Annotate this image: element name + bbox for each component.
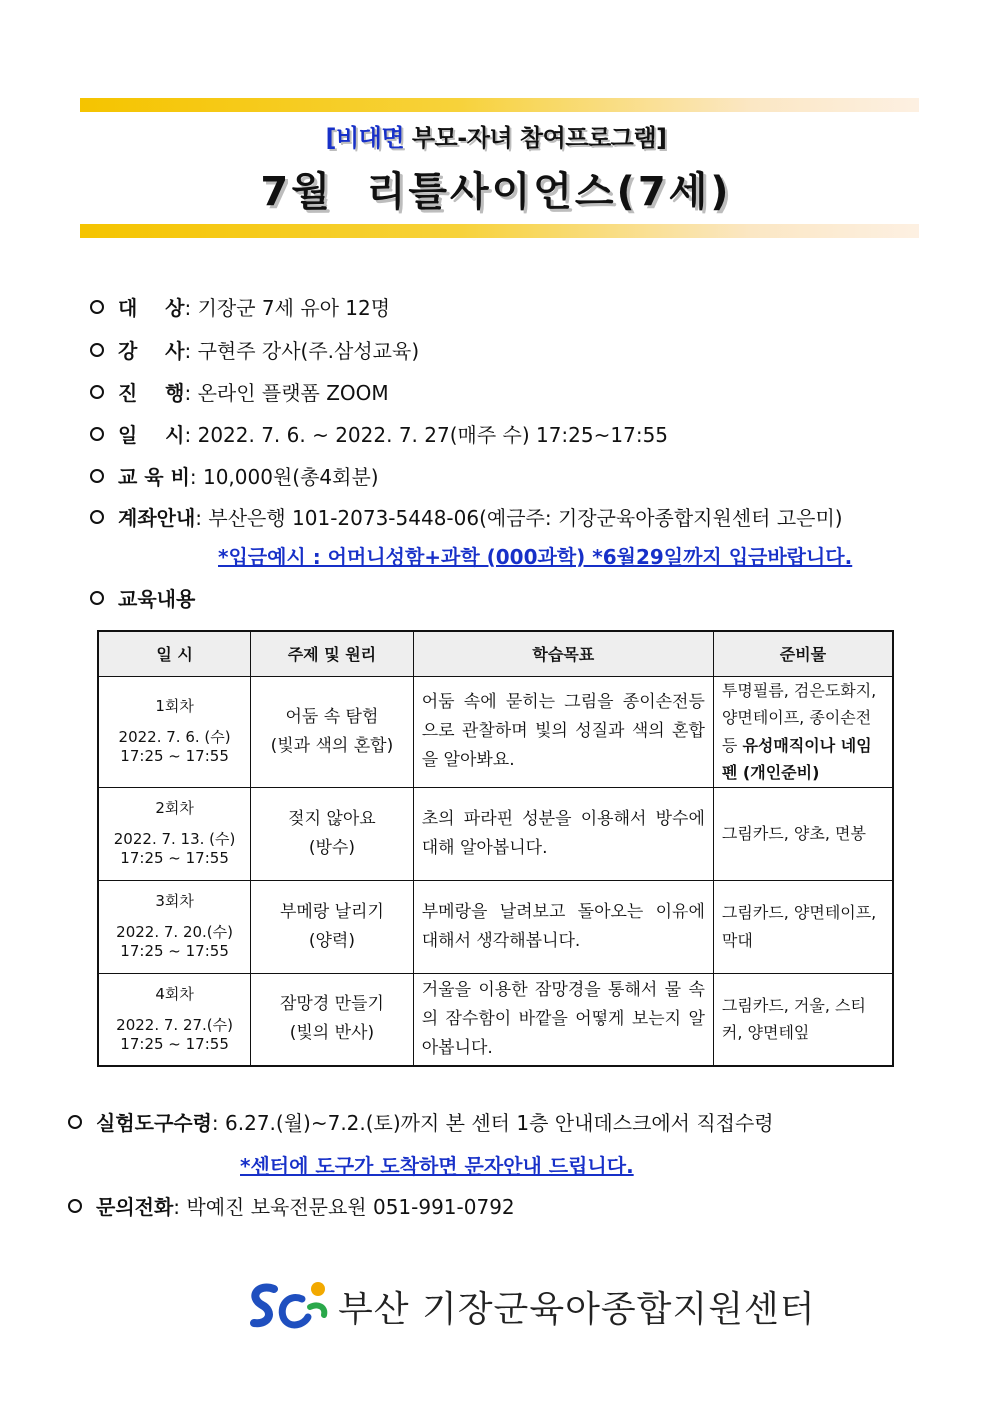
nonface-to-face-tag: [비대면 bbox=[325, 124, 405, 152]
topic-principle: (빛과 색의 혼합) bbox=[270, 735, 394, 756]
info-label: 일 시 bbox=[118, 423, 185, 447]
info-value: : 2022. 7. 6. ~ 2022. 7. 27(매주 수) 17:25~17:55 bbox=[184, 423, 669, 447]
goal-cell: 부메랑을 날려보고 돌아오는 이유에 대해서 생각해봅니다. bbox=[413, 880, 713, 973]
table-row bbox=[98, 676, 893, 787]
session-round: 1회차 bbox=[155, 697, 194, 716]
info-label: 강 사 bbox=[118, 339, 185, 363]
program-category-text: 부모-자녀 참여프로그램] bbox=[404, 124, 667, 152]
footer-logo bbox=[244, 1276, 816, 1336]
pickup-value: : 6.27.(월)~7.2.(토)까지 본 센터 1층 안내데스크에서 직접수령 bbox=[211, 1111, 774, 1135]
session-time: 17:25 ~ 17:55 bbox=[120, 941, 229, 960]
session-date: 2022. 7. 20.(수) bbox=[116, 923, 233, 942]
info-label: 계좌안내 bbox=[118, 506, 196, 530]
topic-title: 젖지 않아요 bbox=[288, 808, 376, 829]
circle-bullet-icon bbox=[90, 510, 104, 524]
deposit-note: *입금예시 : 어머니성함+과학 (000과학) *6월29일까지 입금바랍니다. bbox=[218, 545, 853, 569]
section-label: 교육내용 bbox=[118, 587, 196, 611]
materials-cell bbox=[713, 787, 893, 880]
program-category-title bbox=[0, 118, 992, 153]
session-date: 2022. 7. 13. (수) bbox=[113, 830, 236, 849]
session-date-cell bbox=[98, 973, 251, 1066]
session-date-cell bbox=[98, 880, 251, 973]
pickup-label: 실험도구수령 bbox=[96, 1111, 212, 1135]
info-value: : 구현주 강사(주.삼성교육) bbox=[184, 339, 420, 363]
info-pickup bbox=[68, 1107, 774, 1136]
goal-cell: 어둠 속에 묻히는 그림을 종이손전등으로 관찰하며 빛의 성질과 색의 혼합을 알아봐요. bbox=[413, 676, 713, 787]
session-round: 3회차 bbox=[155, 892, 194, 911]
center-name: 부산 기장군육아종합지원센터 bbox=[338, 1288, 816, 1330]
session-time: 17:25 ~ 17:55 bbox=[120, 848, 229, 867]
info-label: 진 행 bbox=[118, 381, 185, 405]
info-fee bbox=[90, 461, 379, 490]
table-row bbox=[98, 787, 893, 880]
info-value: : 부산은행 101-2073-5448-06(예금주: 기장군육아종합지원센터 고은미) bbox=[195, 506, 843, 530]
circle-bullet-icon bbox=[90, 343, 104, 357]
topic-title: 부메랑 날리기 bbox=[279, 901, 384, 922]
info-account bbox=[90, 502, 843, 531]
center-logo-icon bbox=[244, 1277, 330, 1335]
section-education-content bbox=[90, 583, 195, 612]
circle-bullet-icon bbox=[90, 591, 104, 605]
circle-bullet-icon bbox=[90, 385, 104, 399]
contact-value: : 박예진 보육전문요원 051-991-0792 bbox=[173, 1195, 515, 1219]
pickup-note: *센터에 도구가 도착하면 문자안내 드립니다. bbox=[240, 1154, 634, 1178]
materials-cell bbox=[713, 880, 893, 973]
info-value: : 기장군 7세 유아 12명 bbox=[184, 296, 391, 320]
table-header-row bbox=[98, 631, 893, 676]
table-row bbox=[98, 973, 893, 1066]
materials-text: 투명필름, 검은도화지, 양면테이프, 종이손전등 bbox=[721, 681, 877, 755]
topic-cell bbox=[251, 676, 414, 787]
info-method bbox=[90, 377, 389, 406]
header-date: 일 시 bbox=[98, 631, 251, 676]
circle-bullet-icon bbox=[68, 1115, 82, 1129]
table-row bbox=[98, 880, 893, 973]
session-date: 2022. 7. 6. (수) bbox=[118, 728, 231, 747]
materials-cell bbox=[713, 973, 893, 1066]
topic-cell bbox=[251, 973, 414, 1066]
session-round: 2회차 bbox=[155, 799, 194, 818]
materials-personal-note: 유성매직이나 네임펜 (개인준비) bbox=[721, 735, 872, 782]
info-contact bbox=[68, 1191, 515, 1220]
topic-principle: (방수) bbox=[308, 837, 355, 858]
info-value: : 10,000원(총4회분) bbox=[189, 465, 379, 489]
info-target bbox=[90, 292, 390, 321]
info-schedule bbox=[90, 419, 668, 448]
topic-cell bbox=[251, 880, 414, 973]
header-topic: 주제 및 원리 bbox=[251, 631, 414, 676]
circle-bullet-icon bbox=[90, 300, 104, 314]
session-date: 2022. 7. 27.(수) bbox=[116, 1015, 233, 1034]
info-label: 교 육 비 bbox=[118, 465, 190, 489]
topic-title: 잠망경 만들기 bbox=[279, 994, 384, 1015]
curriculum-table bbox=[97, 630, 894, 1067]
header-goal: 학습목표 bbox=[413, 631, 713, 676]
session-date-cell bbox=[98, 787, 251, 880]
session-round: 4회차 bbox=[155, 985, 194, 1004]
goal-cell: 거울을 이용한 잠망경을 통해서 물 속의 잠수함이 바깥을 어떻게 보는지 알아봅니다. bbox=[413, 973, 713, 1066]
info-value: : 온라인 플랫폼 ZOOM bbox=[184, 381, 389, 405]
materials-cell bbox=[713, 676, 893, 787]
materials-text: 그림카드, 양초, 면봉 bbox=[721, 823, 866, 843]
header-materials: 준비물 bbox=[713, 631, 893, 676]
header-top-bar bbox=[80, 98, 919, 112]
topic-title: 어둠 속 탐험 bbox=[285, 706, 379, 727]
info-label: 대 상 bbox=[118, 296, 185, 320]
topic-principle: (양력) bbox=[308, 930, 355, 951]
program-title: 7월 리틀사이언스(7세) bbox=[260, 169, 732, 215]
session-time: 17:25 ~ 17:55 bbox=[120, 1034, 229, 1053]
topic-cell bbox=[251, 787, 414, 880]
materials-text: 그림카드, 거울, 스티커, 양면테잎 bbox=[721, 996, 866, 1043]
topic-principle: (빛의 반사) bbox=[289, 1023, 375, 1044]
info-instructor bbox=[90, 335, 419, 364]
materials-text: 그림카드, 양면테이프, 막대 bbox=[721, 903, 877, 950]
circle-bullet-icon bbox=[90, 427, 104, 441]
session-date-cell bbox=[98, 676, 251, 787]
circle-bullet-icon bbox=[68, 1199, 82, 1213]
contact-label: 문의전화 bbox=[96, 1195, 174, 1219]
goal-cell: 초의 파라핀 성분을 이용해서 방수에 대해 알아봅니다. bbox=[413, 787, 713, 880]
session-time: 17:25 ~ 17:55 bbox=[120, 746, 229, 765]
header-bottom-bar bbox=[80, 224, 919, 238]
circle-bullet-icon bbox=[90, 469, 104, 483]
